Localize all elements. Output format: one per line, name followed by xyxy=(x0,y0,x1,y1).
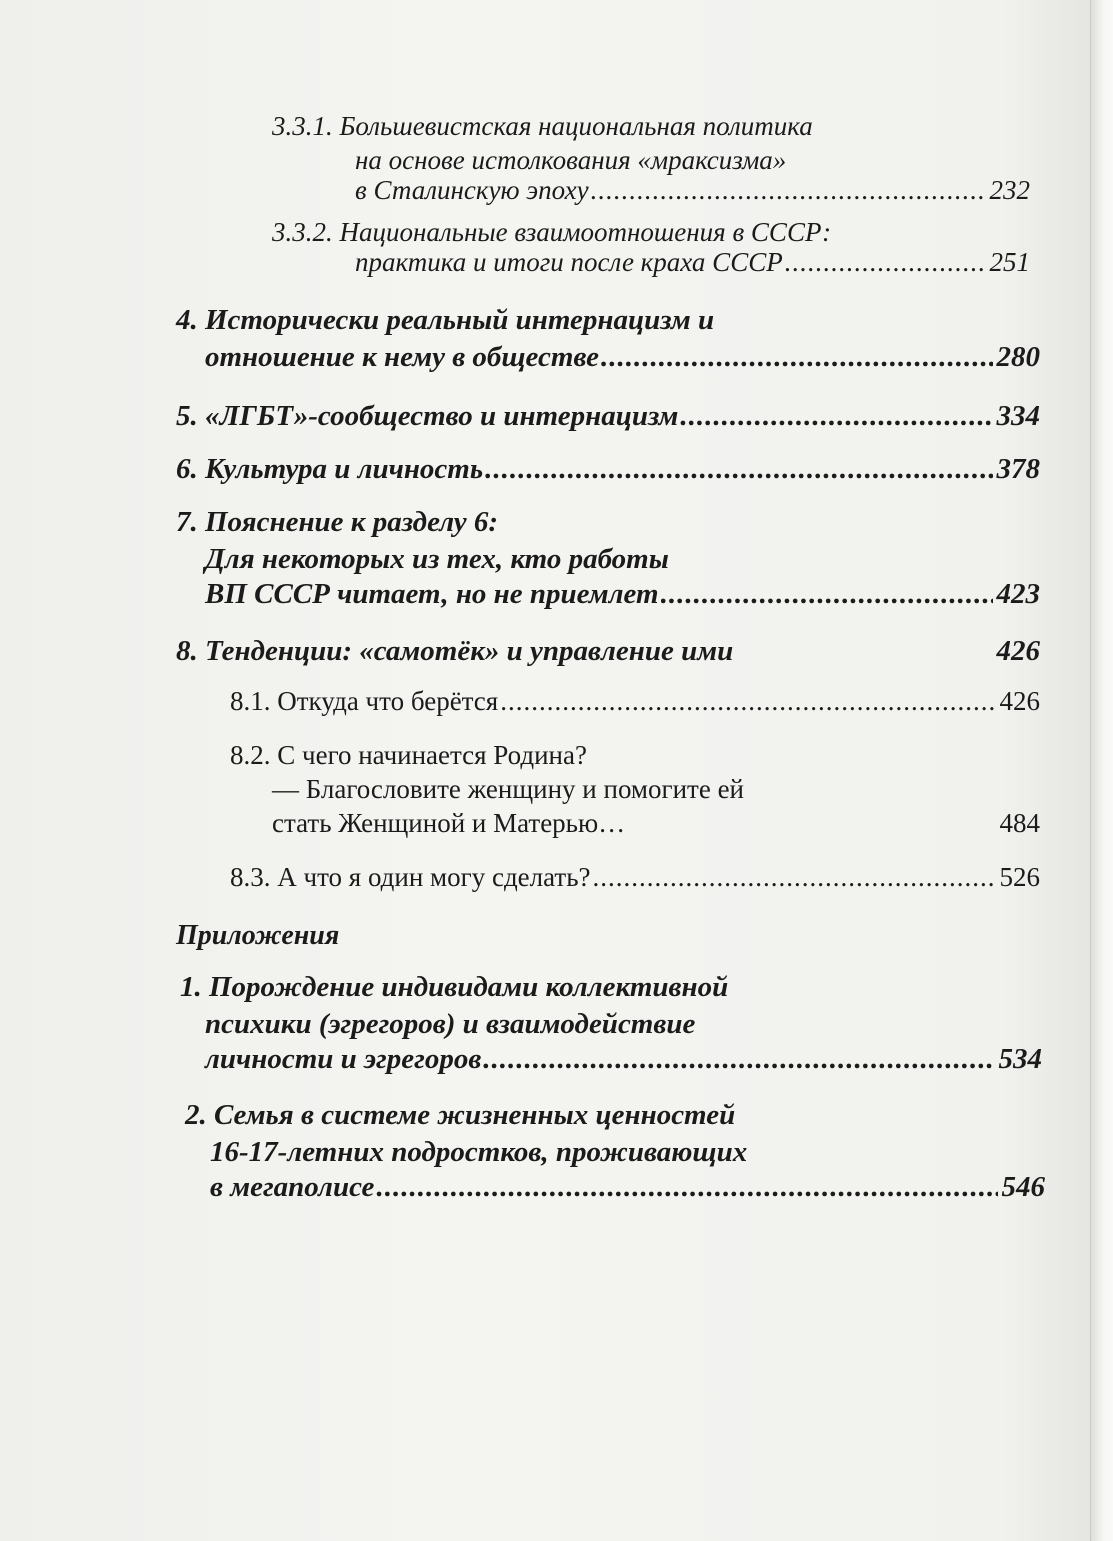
toc-entry-label: 8.3. А что я один могу сделать? xyxy=(230,862,591,892)
toc-appendix-1-line2: психики (эгрегоров) и взаимодействие xyxy=(205,1008,696,1040)
page-number: 423 xyxy=(996,578,1040,610)
toc-entry-3-3-2-line1: 3.3.2. Национальные взаимоотношения в СССР: xyxy=(272,217,832,247)
leader-dots xyxy=(591,177,986,204)
toc-subsection-8-2-line3[interactable] xyxy=(272,810,1040,837)
page-number: 426 xyxy=(999,686,1040,716)
toc-subsection-8-2-line1: 8.2. С чего начинается Родина? xyxy=(230,740,587,770)
leader-dots xyxy=(661,580,993,609)
toc-entry-3-3-1-line1: 3.3.1. Большевистская национальная политика xyxy=(272,111,813,141)
toc-entry-label: в мегаполисе xyxy=(210,1171,375,1203)
toc-appendix-1-line1: 1. Порождение индивидами коллективной xyxy=(180,971,729,1003)
toc-entry-label: личности и эгрегоров xyxy=(205,1043,482,1075)
toc-entry-label: в Сталинскую эпоху xyxy=(355,175,589,205)
toc-appendix-2-line3[interactable] xyxy=(210,1173,1045,1202)
toc-section-8[interactable] xyxy=(176,637,1040,666)
toc-entry-label: практика и итоги после краха СССР xyxy=(355,247,783,277)
page-number: 378 xyxy=(996,453,1040,485)
leader-dots xyxy=(601,343,993,372)
page-number: 526 xyxy=(999,862,1040,892)
page-number: 426 xyxy=(996,635,1040,667)
toc-subsection-8-1[interactable] xyxy=(230,688,1040,715)
toc-section-6[interactable] xyxy=(176,455,1040,484)
toc-entry-3-3-2-line2[interactable] xyxy=(355,249,1030,276)
toc-section-5[interactable] xyxy=(176,402,1040,431)
toc-entry-label: отношение к нему в обществе xyxy=(205,341,599,373)
toc-section-4-line2[interactable] xyxy=(205,343,1040,372)
toc-section-7-line2: Для некоторых из тех, кто работы xyxy=(205,543,669,575)
toc-appendix-2-line2: 16-17-летних подростков, проживающих xyxy=(210,1136,748,1168)
toc-entry-label: 8.1. Откуда что берётся xyxy=(230,686,499,716)
toc-entry-label: 6. Культура и личность xyxy=(176,453,484,485)
page-number: 334 xyxy=(996,400,1040,432)
page-number: 484 xyxy=(999,808,1040,838)
toc-section-4-line1: 4. Исторически реальный интернацизм и xyxy=(176,304,715,336)
leader-dots xyxy=(785,249,986,276)
toc-entry-label: ВП СССР читает, но не приемлет xyxy=(205,578,659,610)
toc-section-7-line3[interactable] xyxy=(205,580,1040,609)
toc-entry-label: 5. «ЛГБТ»-сообщество и интернацизм xyxy=(176,400,679,432)
toc-entry-label: стать Женщиной и Матерью… xyxy=(272,808,626,838)
page-number: 280 xyxy=(996,341,1040,373)
leader-dots xyxy=(485,455,992,484)
page-number: 546 xyxy=(1001,1171,1045,1203)
leader-dots xyxy=(593,864,996,891)
toc-entry-label: 8. Тенденции: «самотёк» и управление ими xyxy=(176,635,734,667)
leader-dots xyxy=(376,1173,997,1202)
toc-appendix-1-line3[interactable] xyxy=(205,1045,1042,1074)
page-number: 232 xyxy=(989,175,1030,205)
leader-dots xyxy=(680,402,992,431)
leader-dots xyxy=(483,1045,994,1074)
toc-section-7-line1: 7. Пояснение к разделу 6: xyxy=(176,506,499,538)
appendix-heading: Приложения xyxy=(176,920,340,951)
toc-subsection-8-3[interactable] xyxy=(230,864,1040,891)
toc-appendix-2-line1: 2. Семья в системе жизненных ценностей xyxy=(185,1099,736,1131)
toc-entry-3-3-1-line3[interactable] xyxy=(355,177,1030,204)
page-number: 534 xyxy=(998,1043,1042,1075)
toc-subsection-8-2-line2: — Благословите женщину и помогите ей xyxy=(272,774,744,804)
leader-dots xyxy=(500,688,995,715)
toc-entry-3-3-1-line2: на основе истолкования «мраксизма» xyxy=(355,145,787,175)
page-number: 251 xyxy=(989,247,1030,277)
